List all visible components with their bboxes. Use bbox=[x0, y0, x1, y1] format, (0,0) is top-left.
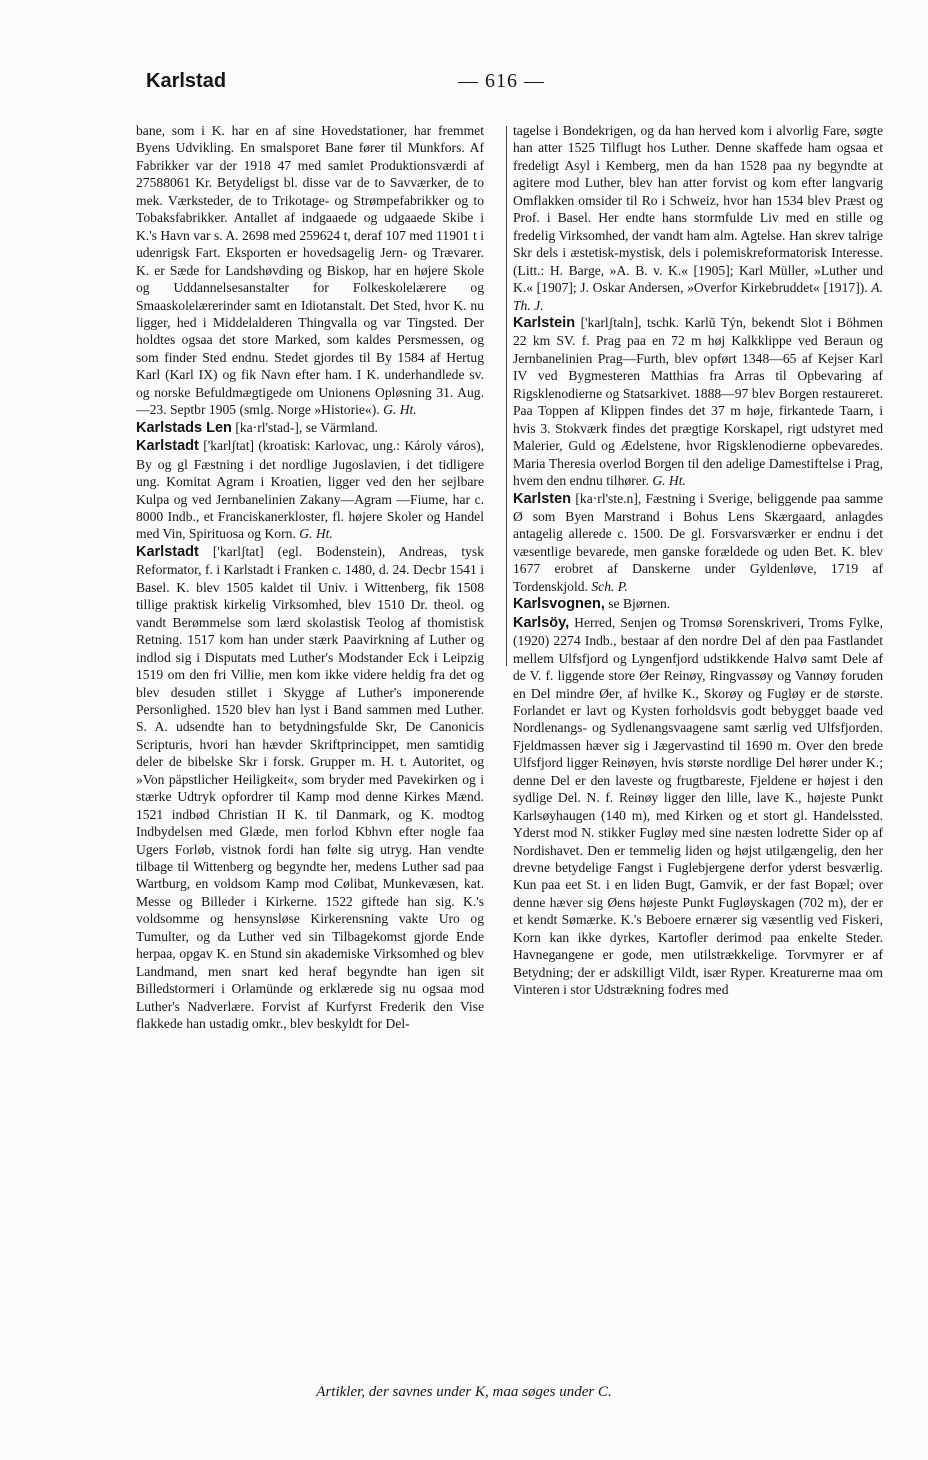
dictionary-entry bbox=[513, 314, 883, 490]
footer-note: Artikler, der savnes under K, maa søges under C. bbox=[316, 1384, 612, 1400]
dictionary-entry bbox=[513, 122, 883, 314]
entry-headword: Karlstein bbox=[513, 314, 576, 331]
dictionary-entry bbox=[136, 419, 484, 437]
entry-text: bane, som i K. har en af sine Hovedstationer, har fremmet Byens Udvikling. En smalsporet Bane fører til Munkfors. Af Fabrikker var der 1918 47 med samlet Produktionsværdi af 27588061 Kr. Betydeligst bl. disse var de to Savværker, de to mek. Værksteder, de to Trikotage- og Strømpefabrikker og to Tobaksfabrikker. Antallet af indgaaede og udgaaede Skibe i K.'s Havn var s. A. 2698 med 259624 t, deraf 107 med 11901 t i udenrigsk Fart. Eksporten er hovedsagelig Jern- og Trævarer. K. er Sæde for Landshøvding og Biskop, har en højere Skole og Uddannelsesanstalter for Folkeskolelærere og Smaaskolelærerinder samt en Idiotanstalt. Det Sted, hvor K. nu ligger, hed i Middelalderen Thingvalla og var Tingsted. Der holdtes ogsaa det store Marked, som kaldes Persmessen, og som finder Sted endnu. Stedet gjordes til By 1584 af Hertug Karl (Karl IX) og fik Navn efter ham. I K. underhandlede sv. og norske Befuldmægtigede om Unionens Opløsning 31. Aug.—23. Septbr 1905 (smlg. Norge »Historie«). bbox=[136, 123, 484, 418]
author-signature: G. Ht. bbox=[652, 473, 686, 489]
page-header bbox=[146, 70, 786, 100]
entry-headword: Karlstadt bbox=[136, 543, 199, 560]
page-number: — 616 — bbox=[458, 70, 545, 92]
entry-text: se Bjørnen. bbox=[608, 596, 671, 612]
entry-headword: Karlstadt bbox=[136, 438, 199, 455]
author-signature: G. Ht. bbox=[383, 402, 417, 418]
entry-headword: Karlsvognen, bbox=[513, 596, 605, 613]
dictionary-entry bbox=[136, 122, 484, 419]
author-signature: A. Th. J. bbox=[513, 280, 883, 313]
entry-text: tagelse i Bondekrigen, og da han herved kom i alvorlig Fare, søgte han atter 1525 Tilflugt hos Luther. Denne skaffede ham ogsaa et fredeligt Asyl i Kemberg, men da han 1528 paa ny begyndte at agitere mod Luther, blev han atter forvist og kom efter langvarig Omflakken omsider til Ro i Schweiz, hvor han 1534 blev Præst og Prof. i Basel. Her endte hans stormfulde Liv med en stille og fredelig Virksomhed, der vandt ham alm. Agtelse. Han skrev talrige Skr dels i æstetisk-mystisk, dels i polemiskreformatorisk Interesse. (Litt.: H. Barge, »A. B. v. K.« [1905]; Karl Müller, »Luther und K.« [1907]; J. Oskar Andersen, »Overfor Kirkebruddet« [1917]). bbox=[513, 123, 883, 296]
dictionary-entry bbox=[136, 543, 484, 1033]
entry-text: ['karlʃtaln], tschk. Karlŭ Týn, bekendt Slot i Böhmen 22 km SV. f. Prag paa en 72 m høj Kalkklippe ved Beraun og Jernbanelinien Prag—Furth, blev opført 1348—65 af Kejser Karl IV ved Bygmesteren Matthias fra Arras til Opbevaring af Rigsklenodierne og Statsarkivet. 1888—97 blev Borgen restaureret. Paa Toppen af Klippen findes det 37 m høje, firkantede Taarn, i hvis 3. Stokværk findes det prægtige Korskapel, rigt udstyret med Malerier, Guld og Ædelstene, hvor Rigsklenodierne opbevaredes. Maria Theresia overlod Borgen til den adelige Damestiftelse i Prag, hvem den endnu tilhører. bbox=[513, 314, 883, 489]
author-signature: Sch. P. bbox=[591, 578, 628, 594]
entry-text: ['karlʃtat] (egl. Bodenstein), Andreas, tysk Reformator, f. i Karlstadt i Franken c. 1480, d. 24. Decbr 1541 i Basel. K. blev 1505 kaldet til Univ. i Wittenberg, fik 1508 tillige praktisk kirkelig Virksomhed, blev 1510 Dr. theol. og vandt Berømmelse som lærd skolastisk Teolog af thomistisk Retning. 1517 kom han under stærk Paavirkning af Luther og indlod sig i Disputats med Luther's Modstander Eck i Leipzig 1519 om den fri Villie, men kom ikke videre heldig fra det og blev desuden stillet i Skygge af Luther's imponerende Personlighed. 1520 blev han lyst i Band sammen med Luther. S. A. udsendte han to betydningsfulde Skr, De Canonicis Scripturis, hvori han hævder Skriftprincippet, men samtidig deler de bibelske Skr i forsk. Grupper m. H. t. Autoritet, og »Von päpstlicher Heiligkeit«, som bryder med Pavekirken og i stærke Udtryk opfordrer til Kamp mod denne Kirkes Mænd. 1521 indbød Christian II K. til Danmark, og K. modtog Indbydelsen med Glæde, men forlod Kbhvn efter nogle faa Ugers Forløb, vistnok fordi han følte sig utryg. Han vendte tilbage til Wittenberg og begyndte her, medens Luther sad paa Wartburg, en voldsom Kamp mod Cølibat, Munkevæsen, kat. Messe og Billeder i Kirkerne. 1522 giftede han sig. K.'s voldsomme og hensynsløse Kirkerensning vakte Uro og Tumulter, og da Luther ved sin Tilbagekomst gjorde Ende herpaa, opgav K. en Stund sin akademiske Virksomhed og blev Landmand, men snart ked heraf begyndte han igen sit Billedstormeri i Orlamünde og erklærede sig nu ogsaa mod Luther's Nadverlære. Forvist af Kurfyrst Frederik den Vise flakkede han ustadig omkr., blev beskyldt for Del- bbox=[136, 543, 484, 1032]
running-title: Karlstad bbox=[146, 70, 227, 92]
author-signature: G. Ht. bbox=[299, 526, 333, 542]
column-divider bbox=[506, 126, 507, 666]
entry-text: ['karlʃtat] (kroatisk: Karlovac, ung.: Károly város), By og gl Fæstning i det nordlige Jugoslavien, i det tidligere ung. Komitat Agram i Kroatien, ligger ved den her sejlbare Kulpa og ved Jernbanelinien Zakany—Agram —Fiume, har c. 8000 Indb., et Franciskanerkloster, fl. højere Skoler og Handel med Vin, Spirituosa og Korn. bbox=[136, 438, 484, 542]
entry-text: [ka·rl'stad-], se Värmland. bbox=[235, 419, 378, 435]
dictionary-entry bbox=[136, 437, 484, 543]
entry-text: [ka·rl'ste.n], Fæstning i Sverige, beliggende paa samme Ø som Byen Marstrand i Bohus Lens Skærgaard, anlagdes antagelig allerede c. 1500. De gl. Forsvarsværker er endnu i det væsentlige bevarede, men ganske forældede og uden Bet. K. blev 1677 erobret af Danskerne under Gyldenløve, 1719 af Tordenskjold. bbox=[513, 490, 883, 594]
dictionary-entry bbox=[513, 614, 883, 999]
entry-headword: Karlsten bbox=[513, 490, 572, 507]
entry-headword: Karlsöy, bbox=[513, 614, 570, 631]
entry-text: Herred, Senjen og Tromsø Sorenskriveri, Troms Fylke, (1920) 2274 Indb., bestaar af den nordre Del af den paa Fastlandet mellem Ulfsfjord og Lyngenfjord udstikkende Halvø samt Dele af de V. f. liggende store Øer Reinøy, Ringvassøy og Vannøy foruden en Del mindre Øer, af hvilke K., Skorøy og Fugløy er de største. Forlandet er lavt og Kysten forholdsvis godt bebygget baade ved Nordlenangs- og Sydlenangsvaagene samt særlig ved Ulfsfjorden. Fjeldmassen hæver sig i Jægervastind til 1690 m. Over den brede Ulfsfjord ligger Reinøyen, hvis største nordlige Del hører under K.; denne Del er den laveste og frugtbareste, Fjeldene er højest i den sydlige Del. N. f. Reinøy ligger den lille, lave K., højeste Punkt Karlsøyhaugen (140 m), med Kirken og et stort gl. Handelssted. Yderst mod N. stikker Fugløy med sine næsten lodrette Sider op af Nordishavet. Den er temmelig liden og højst utilgængelig, den her drevne betydelige Fangst i Fuglebjergene derfor yderst besværlig. Kun paa eet St. i en liden Bugt, Gamvik, er der fast Bopæl; over denne hæver sig Øens højeste Punkt Fugløyskagen (702 m), der er et kendt Sømærke. K.'s Beboere ernærer sig væsentlig ved Fiskeri, Korn kan ikke dyrkes, Kartofler derimod paa enkelte Steder. Havnegangene er gode, men utilstrækkelige. Torvmyrer er af Betydning; der er adskilligt Vildt, især Ryper. Kreaturerne maa om Vinteren i stor Udstrækning fodres med bbox=[513, 614, 883, 998]
dictionary-entry bbox=[513, 595, 883, 613]
left-column bbox=[136, 122, 484, 1033]
right-column bbox=[513, 122, 883, 999]
dictionary-entry bbox=[513, 490, 883, 596]
entry-headword: Karlstads Len bbox=[136, 419, 232, 436]
